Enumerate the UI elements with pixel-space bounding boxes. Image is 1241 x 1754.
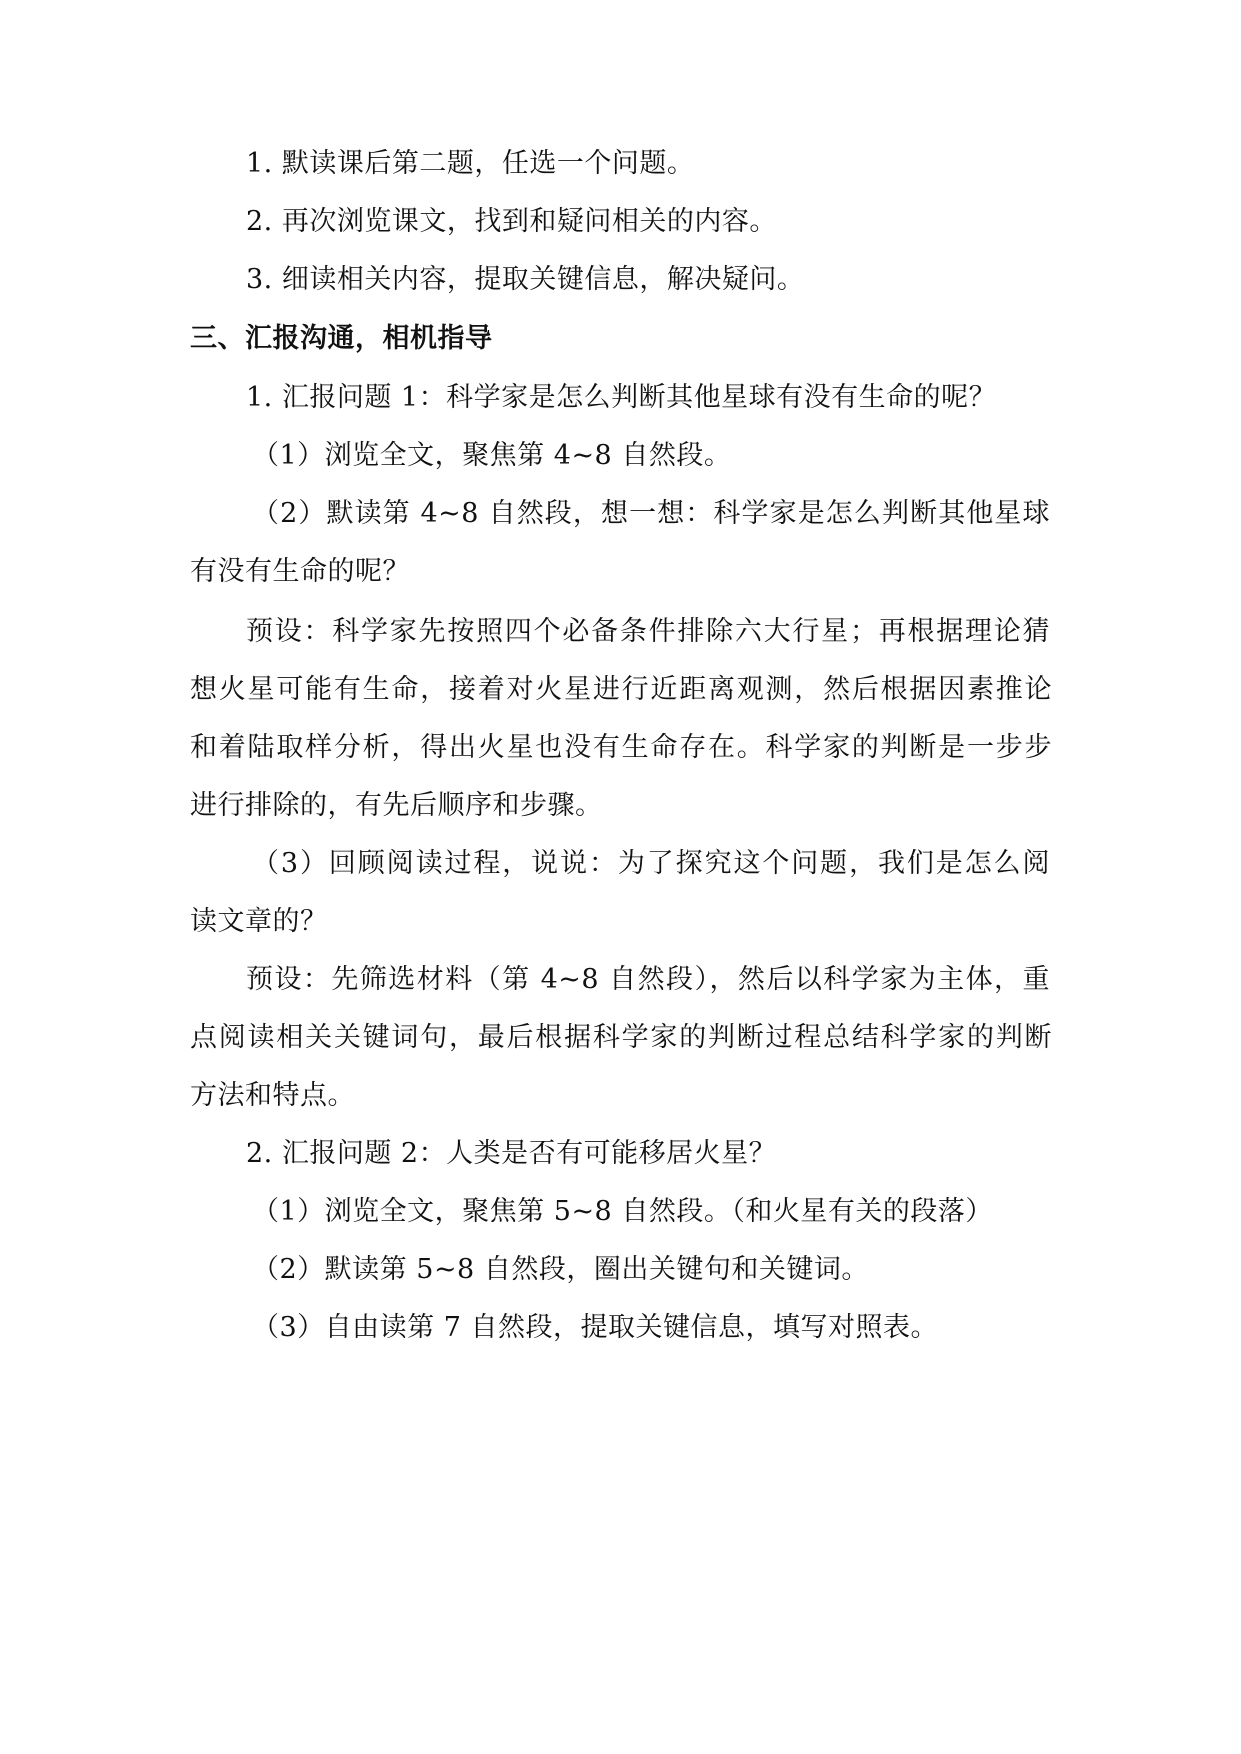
q1-preset-1-line-2: 想火星可能有生命，接着对火星进行近距离观测，然后根据因素推论 xyxy=(190,674,1052,705)
q1-item-3-line-2: 读文章的？ xyxy=(190,906,328,937)
q1-preset-1-line-1: 预设：科学家先按照四个必备条件排除六大行星；再根据理论猜 xyxy=(246,616,1050,647)
q2-item-1: （1）浏览全文，聚焦第 5~8 自然段。（和火星有关的段落） xyxy=(252,1196,993,1227)
q2-title: 2. 汇报问题 2：人类是否有可能移居火星？ xyxy=(246,1138,777,1169)
q1-item-1: （1）浏览全文，聚焦第 4~8 自然段。 xyxy=(252,440,732,471)
step-3: 3. 细读相关内容，提取关键信息，解决疑问。 xyxy=(246,264,805,295)
step-1: 1. 默读课后第二题，任选一个问题。 xyxy=(246,148,695,179)
q2-item-3: （3）自由读第 7 自然段，提取关键信息，填写对照表。 xyxy=(252,1312,939,1343)
q1-preset-2-line-1: 预设：先筛选材料（第 4~8 自然段），然后以科学家为主体，重 xyxy=(246,964,1050,995)
q1-preset-1-line-3: 和着陆取样分析，得出火星也没有生命存在。科学家的判断是一步步 xyxy=(190,732,1052,763)
q1-item-2-line-1: （2）默读第 4~8 自然段，想一想：科学家是怎么判断其他星球 xyxy=(252,498,1050,529)
q1-item-2-line-2: 有没有生命的呢？ xyxy=(190,556,410,587)
section-heading: 三、汇报沟通，相机指导 xyxy=(190,323,493,354)
q1-preset-2-line-2: 点阅读相关关键词句，最后根据科学家的判断过程总结科学家的判断 xyxy=(190,1022,1052,1053)
q1-title: 1. 汇报问题 1：科学家是怎么判断其他星球有没有生命的呢？ xyxy=(246,382,997,413)
q1-preset-2-line-3: 方法和特点。 xyxy=(190,1080,355,1111)
step-2: 2. 再次浏览课文，找到和疑问相关的内容。 xyxy=(246,206,777,237)
q1-item-3-line-1: （3）回顾阅读过程，说说：为了探究这个问题，我们是怎么阅 xyxy=(252,848,1050,879)
q2-item-2: （2）默读第 5~8 自然段，圈出关键句和关键词。 xyxy=(252,1254,869,1285)
q1-preset-1-line-4: 进行排除的，有先后顺序和步骤。 xyxy=(190,790,603,821)
